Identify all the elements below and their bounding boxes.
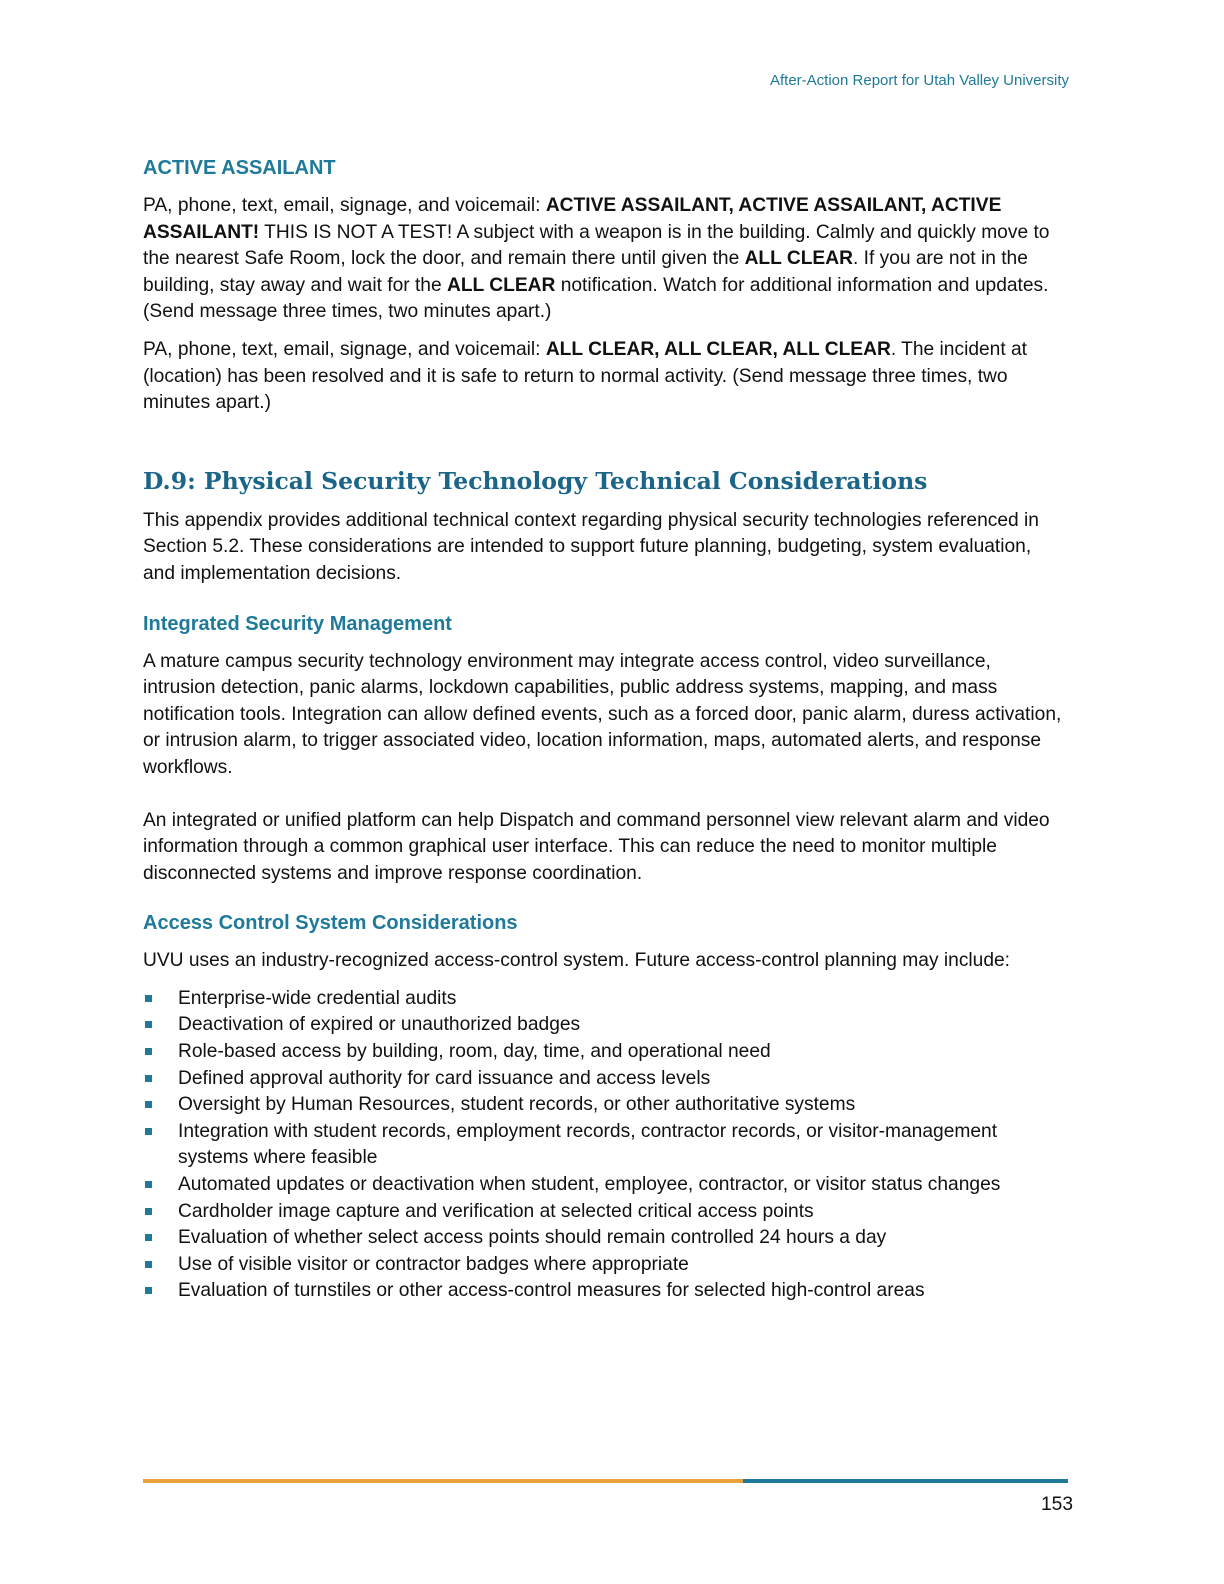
list-item: Automated updates or deactivation when student, employee, contractor, or visitor status changes bbox=[143, 1172, 1068, 1199]
square-bullet-icon bbox=[145, 1181, 152, 1188]
active-assailant-message: PA, phone, text, email, signage, and voicemail: ACTIVE ASSAILANT, ACTIVE ASSAILANT, ACTIVE ASSAILANT! THIS IS NOT A TEST! A subject with a weapon is in the building. Calmly and quickly move to the nearest Safe Room, lock the door, and remain there until given the ALL CLEAR. If you are not in the building, stay away and wait for the ALL CLEAR notification. Watch for additional information and updates. (Send message three times, two minutes apart.) bbox=[143, 195, 1050, 323]
square-bullet-icon bbox=[145, 1261, 152, 1268]
list-item: Oversight by Human Resources, student records, or other authoritative systems bbox=[143, 1092, 1068, 1119]
list-item: Evaluation of whether select access points should remain controlled 24 hours a day bbox=[143, 1225, 1068, 1252]
all-clear-message: PA, phone, text, email, signage, and voicemail: ALL CLEAR, ALL CLEAR, ALL CLEAR. The incident at (location) has been resolved and it is safe to return to normal activity. (Send message three times, two minutes apart.) bbox=[143, 338, 1028, 414]
integrated-heading: Integrated Security Management bbox=[143, 612, 452, 635]
access-control-intro: UVU uses an industry-recognized access-control system. Future access-control planning may include: bbox=[143, 950, 1011, 972]
list-item: Evaluation of turnstiles or other access-control measures for selected high-control areas bbox=[143, 1278, 1068, 1305]
running-header: After-Action Report for Utah Valley University bbox=[770, 72, 1069, 89]
square-bullet-icon bbox=[145, 1048, 152, 1055]
integrated-paragraph-2: An integrated or unified platform can help Dispatch and command personnel view relevant alarm and video information through a common graphical user interface. This can reduce the need to monitor multiple disconnected systems and improve response coordination. bbox=[143, 809, 1050, 884]
footer-rule-teal-segment bbox=[743, 1479, 1068, 1483]
square-bullet-icon bbox=[145, 1287, 152, 1294]
page-number: 153 bbox=[1040, 1494, 1073, 1515]
list-item: Role-based access by building, room, day, time, and operational need bbox=[143, 1039, 1068, 1066]
integrated-paragraph-1: A mature campus security technology environment may integrate access control, video surveillance, intrusion detection, panic alarms, lockdown capabilities, public address systems, mapping, and mass notification tools. Integration can allow defined events, such as a forced door, panic alarm, duress activation, or intrusion alarm, to trigger associated video, location information, maps, automated alerts, and response workflows. bbox=[143, 650, 1062, 778]
list-item: Enterprise-wide credential audits bbox=[143, 986, 1068, 1013]
list-item: Use of visible visitor or contractor badges where appropriate bbox=[143, 1252, 1068, 1279]
access-control-heading: Access Control System Considerations bbox=[143, 912, 518, 935]
list-item: Cardholder image capture and verification at selected critical access points bbox=[143, 1199, 1068, 1226]
square-bullet-icon bbox=[145, 1021, 152, 1028]
square-bullet-icon bbox=[145, 995, 152, 1002]
list-item: Defined approval authority for card issuance and access levels bbox=[143, 1066, 1068, 1093]
appendix-heading: D.9: Physical Security Technology Technical Considerations bbox=[143, 466, 928, 495]
access-control-list bbox=[143, 986, 1068, 1305]
footer-rule bbox=[143, 1479, 1068, 1483]
page-content bbox=[143, 154, 1068, 1305]
active-assailant-heading: ACTIVE ASSAILANT bbox=[143, 157, 336, 179]
square-bullet-icon bbox=[145, 1234, 152, 1241]
list-item: Integration with student records, employment records, contractor records, or visitor-management systems where feasible bbox=[143, 1119, 1068, 1172]
square-bullet-icon bbox=[145, 1208, 152, 1215]
footer-rule-gold-segment bbox=[143, 1479, 743, 1483]
appendix-intro: This appendix provides additional technical context regarding physical security technologies referenced in Section 5.2. These considerations are intended to support future planning, budgeting, system evaluation, and implementation decisions. bbox=[143, 509, 1039, 584]
square-bullet-icon bbox=[145, 1075, 152, 1082]
list-item: Deactivation of expired or unauthorized badges bbox=[143, 1012, 1068, 1039]
square-bullet-icon bbox=[145, 1101, 152, 1108]
square-bullet-icon bbox=[145, 1128, 152, 1135]
